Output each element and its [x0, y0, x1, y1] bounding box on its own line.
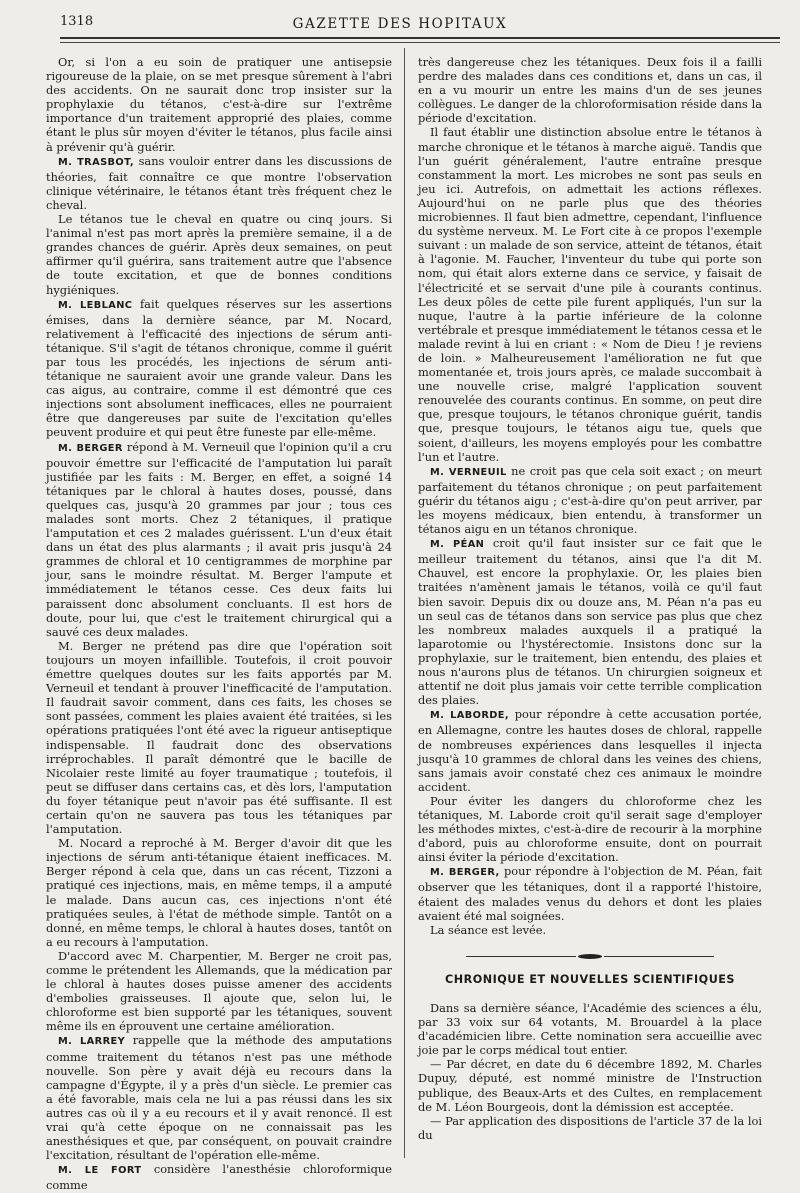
paragraph [418, 125, 762, 463]
paragraph [418, 794, 762, 864]
paragraph [46, 440, 392, 639]
speaker-name: M. LE FORT [58, 1165, 142, 1177]
paragraph [418, 536, 762, 707]
paragraph-text: D'accord avec M. Charpentier, M. Berger ne croit pas, comme le prétendent les Allemands, que la médication par le chloral à hautes doses puisse amener des accidents d'embolies graisseuses. Il ajoute que, selon lui, le chloroforme est bien supporté par les tétaniques, souvent même ils en éprouvent une certaine amélioration. [46, 948, 392, 1034]
paragraph [46, 639, 392, 836]
speaker-name: M. LARREY [58, 1036, 126, 1048]
right-column [418, 55, 762, 1155]
paragraph [46, 154, 392, 212]
paragraph-text: Le tétanos tue le cheval en quatre ou cinq jours. Si l'animal n'est pas mort après la première semaine, il a de grandes chances de guérir. Après deux semaines, on peut affirmer qu'il guérira, sans traitement autre que l'absence de toute excitation, et que de bonnes conditions hygiéniques. [46, 212, 392, 297]
paragraph-text: fait quelques réserves sur les assertions émises, dans la dernière séance, par M. Nocard, relativement à l'efficacité des injections de sérum anti-tétanique. S'il s'agit de tétanos chronique, comme il guérit par tous les procédés, les injections de sérum anti-tétanique ne sauraient avoir une grande valeur. Dans les cas aigus, au contraire, comme il est démontré que ces injections sont absolument inefficaces, elles ne pourraient être que dangereuses par suite de l'excitation qu'elles peuvent produire et qui peut être funeste par elle-même. [46, 296, 393, 440]
paragraph [418, 1057, 762, 1113]
speaker-name: M. LEBLANC [58, 299, 133, 311]
speaker-name: M. TRASBOT, [58, 156, 134, 168]
speaker-name: M. BERGER [58, 442, 123, 454]
paragraph-text: Pour éviter les dangers du chloroforme chez les tétaniques, M. Laborde croit qu'il serait sage d'employer les méthodes mixtes, c'est-à-dire de recourir à la morphine d'abord, puis au chloroforme ensuite, dont on pourrait ainsi éviter la période d'excitation. [418, 793, 762, 865]
paragraph-text: très dangereuse chez les tétaniques. Deux fois il a failli perdre des malades dans ces conditions et, dans un cas, il en a vu mourir un entre les mains d'un de ses jeunes collègues. Le danger de la chloroformisation réside dans la période d'excitation. [418, 55, 762, 126]
paragraph-text: pour répondre à cette accusation portée, en Allemagne, contre les hautes doses de chloral, rappelle de nombreuses expériences dans lesquelles il injecta jusqu'à 10 grammes de chloral dans les veines des chiens, sans jamais avoir constaté chez ces animaux le moindre accident. [418, 707, 763, 794]
paragraph [418, 55, 762, 125]
paragraph-text: pour répondre à l'objection de M. Péan, fait observer que les tétaniques, dont il a rapporté l'histoire, étaient des malades venus du dehors et dont les plaies avaient été mal soignées. [418, 864, 763, 923]
page-number: 1318 [60, 14, 94, 29]
paragraph [46, 1033, 392, 1162]
running-title: GAZETTE DES HOPITAUX [292, 16, 508, 32]
paragraph-text: Il faut établir une distinction absolue entre le tétanos à marche chronique et le tétanos à marche aiguë. Tandis que l'un guérit généralement, l'autre entraîne presque constamment la mort. Les microbes ne sont pas seuls en jeu ici. Autrefois, on admettait les actions réflexes. Aujourd'hui on ne parle plus que des théories microbiennes. Il faut bien admettre, cependant, l'influence du système nerveux. M. Le Fort cite à ce propos l'exemple suivant : un malade de son service, atteint de tétanos, était à l'agonie. M. Faucher, l'inventeur du tube qui porte son nom, qui était alors externe dans ce service, y faisait de l'électricité et se servait d'une pile à courants continus. Les deux pôles de cette pile furent appliqués, l'un sur la nuque, l'autre à la partie inférieure de la colonne vertébrale et presque immédiatement le tétanos cessa et le malade revint à lui en criant : « Nom de Dieu ! je reviens de loin. » Malheureusement l'amélioration ne fut que momentanée et, trois jours après, ce malade succombait à une nouvelle crise, malgré l'application souvent renouvelée des courants continus. En somme, on peut dire que, presque toujours, le tétanos chronique guérit, tandis que, presque toujours, le tétanos aigu tue, quels que soient, d'ailleurs, les moyens employés pour les combattre l'un et l'autre. [418, 125, 762, 464]
speaker-name: M. LABORDE, [430, 710, 510, 722]
paragraph-text: rappelle que la méthode des amputations comme traitement du tétanos n'est pas une méthode nouvelle. Son père y avait déjà eu recours dans la campagne d'Égypte, il y a près d'un siècle. Le premier cas a été favorable, mais cela ne lui a pas réussi dans les six autres cas où il y a eu recours et il y avait renoncé. Il est vrai qu'à cette époque on ne connaissait pas les anesthésiques et que, par conséquent, on pouvait craindre l'excitation, résultant de l'opération elle-même. [46, 1033, 392, 1163]
paragraph-text: sans vouloir entrer dans les discussions de théories, fait connaître ce que montre l'observation clinique vétérinaire, le tétanos étant très fréquent chez le cheval. [46, 153, 392, 212]
paragraph-text: Or, si l'on a eu soin de pratiquer une antisepsie rigoureuse de la plaie, on se met presque sûrement à l'abri des accidents. On ne saurait donc trop insister sur la prophylaxie du tétanos, c'est-à-dire sur l'extrême importance d'un traitement approprié des plaies, comme étant le plus sûr moyen d'éviter le tétanos, plus facile ainsi à prévenir qu'à guérir. [46, 55, 392, 154]
header-rule-thin [60, 42, 780, 43]
paragraph [418, 864, 762, 922]
left-column [46, 55, 393, 1193]
paragraph [418, 707, 762, 794]
paragraph-text: — Par application des dispositions de l'article 37 de la loi du [418, 1113, 762, 1142]
paragraph [46, 949, 392, 1034]
paragraph [46, 836, 392, 949]
section-title: CHRONIQUE ET NOUVELLES SCIENTIFIQUES [445, 972, 735, 986]
paragraph [418, 1001, 762, 1057]
paragraph-text: répond à M. Verneuil que l'opinion qu'il a cru pouvoir émettre sur l'efficacité de l'amputation lui paraît justifiée par les faits : M. Berger, en effet, a soigné 14 tétaniques par le chloral à hautes doses, poussé, dans quelques cas, jusqu'à 20 grammes par jour ; tous ces malades sont morts. Chez 2 tétaniques, il pratique l'amputation et ces 2 malades guérissent. L'un d'eux était dans un état des plus alarmants ; il avait pris jusqu'à 24 grammes de chloral et 10 centigrammes de morphine par jour, sans le moindre résultat. M. Berger l'ampute et immédiatement le tétanos cesse. Ces deux faits lui paraissent donc absolument concluants. Il est hors de doute, pour lui, que c'est le traitement chirurgical qui a sauvé ces deux malades. [46, 439, 392, 639]
paragraph-text: M. Berger ne prétend pas dire que l'opération soit toujours un moyen infaillible. Toutefois, il croit pouvoir émettre quelques doutes sur les faits apportés par M. Verneuil et tendant à prouver l'inefficacité de l'amputation. Il faudrait savoir comment, dans ces faits, les choses se sont passées, comment les plaies avaient été traitées, si les opérations pratiquées l'ont été avec la rigueur antiseptique indispensable. Il faudrait donc des observations irréprochables. Il paraît démontré que le bacille de Nicolaier reste limité au foyer traumatique ; toutefois, il peut se diffuser dans certains cas, et dès lors, l'amputation du foyer tétanique peut n'avoir pas été suffisante. Il est certain qu'on ne sauvera pas tous les tétaniques par l'amputation. [46, 638, 392, 837]
header-rule [60, 37, 780, 39]
paragraph-text: La séance est levée. [430, 922, 547, 937]
paragraph [418, 923, 762, 937]
paragraph [46, 212, 392, 297]
paragraph-text: considère l'anesthésie chloroformique comme [46, 1162, 392, 1193]
right-column-paragraphs [418, 55, 762, 937]
paragraph-text: M. Nocard a reproché à M. Berger d'avoir dit que les injections de sérum anti-tétanique étaient inefficaces. M. Berger répond à cela que, dans un cas récent, Tizzoni a pratiqué ces injections, mais, en même temps, il a amputé le malade. Dans aucun cas, ces injections n'ont été pratiquées seules, à l'état de méthode simple. Tantôt on a donné, en même temps, le chloral à hautes doses, tantôt on a eu recours à l'amputation. [46, 836, 392, 949]
paragraph-text: ne croit pas que cela soit exact ; on meurt parfaitement du tétanos chronique ; on peut parfaitement guérir du tétanos aigu ; c'est-à-dire qu'on peut arriver, par les moyens médicaux, bien entendu, à transformer un tétanos aigu en un tétanos chronique. [418, 463, 763, 537]
paragraph-text: — Par décret, en date du 6 décembre 1892, M. Charles Dupuy, député, est nommé ministre de l'Instruction publique, des Beaux-Arts et des Cultes, en remplacement de M. Léon Bourgeois, dont la démission est acceptée. [418, 1057, 762, 1114]
chronique-paragraphs [418, 1001, 762, 1142]
page-header [0, 0, 800, 50]
paragraph [418, 464, 762, 536]
column-separator [404, 48, 405, 1158]
speaker-name: M. VERNEUIL [430, 466, 507, 478]
paragraph [46, 55, 392, 154]
paragraph [46, 297, 392, 440]
speaker-name: M. BERGER, [430, 867, 500, 879]
paragraph-text: Dans sa dernière séance, l'Académie des sciences a élu, par 33 voix sur 64 votants, M. Brouardel à la place d'académicien libre. Cette nomination sera accueillie avec joie par le corps médical tout entier. [418, 1001, 762, 1058]
speaker-name: M. PÉAN [430, 539, 485, 551]
paragraph [418, 1114, 762, 1142]
paragraph [46, 1162, 392, 1192]
paragraph-text: croit qu'il faut insister sur ce fait que le meilleur traitement du tétanos, ainsi que l'a dit M. Chauvel, est encore la prophylaxie. Or, les plaies bien traitées n'amènent jamais le tétanos, voilà ce qu'il faut bien savoir. Depuis dix ou douze ans, M. Péan n'a pas eu un seul cas de tétanos dans son service pas plus que chez les nombreux malades auxquels il a pratiqué la laparotomie ou l'hystérectomie. Insistons donc sur la prophylaxie, sur le traitement, bien entendu, des plaies et nous n'aurons plus de tétanos. Un chirurgien soigneux et attentif ne doit plus jamais voir cette terrible complication des plaies. [418, 536, 762, 708]
section-ornament [418, 949, 762, 963]
